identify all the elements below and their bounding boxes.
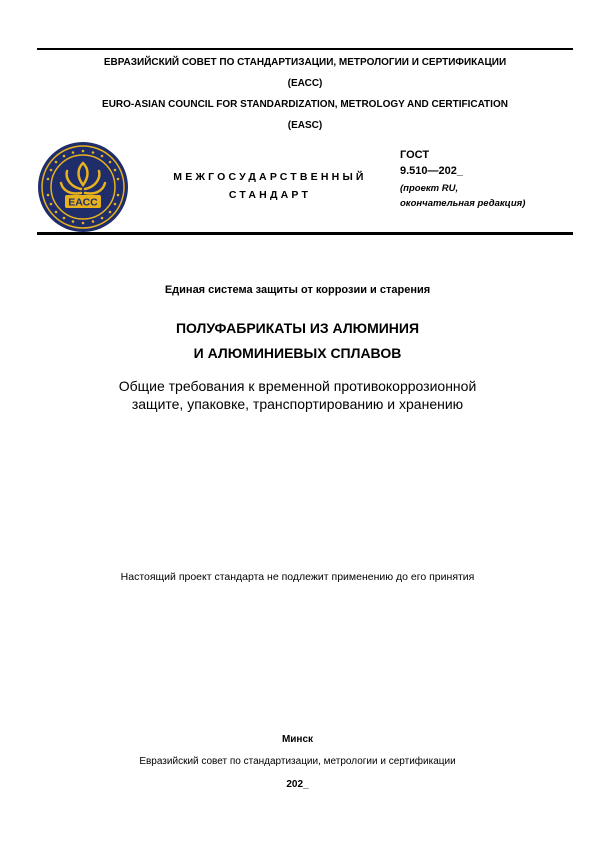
draft-notice: Настоящий проект стандарта не подлежит применению до его принятия [120, 571, 475, 583]
document-subtitle-line2: защите, упаковке, транспортированию и хранению [131, 396, 464, 412]
document-title-line1: ПОЛУФАБРИКАТЫ ИЗ АЛЮМИНИЯ [175, 320, 420, 336]
council-abbr-en: (EASC) [287, 120, 323, 131]
standard-type-line2: СТАНДАРТ [228, 189, 312, 201]
council-abbr-ru: (ЕАСС) [287, 78, 323, 89]
publication-year: 202_ [286, 779, 309, 790]
draft-note-line2: окончательная редакция) [400, 198, 526, 209]
document-subtitle-line1: Общие требования к временной противокоррозионной [118, 378, 477, 394]
city: Минск [281, 734, 314, 745]
emblem-label: ЕАСС [68, 196, 98, 209]
bottom-rule [37, 232, 573, 235]
gost-number: 9.510—202_ [400, 165, 463, 177]
standard-type-line1: МЕЖГОСУДАРСТВЕННЫЙ [173, 171, 367, 183]
council-name-ru: ЕВРАЗИЙСКИЙ СОВЕТ ПО СТАНДАРТИЗАЦИИ, МЕТРОЛОГИИ И СЕРТИФИКАЦИИ [103, 57, 507, 68]
draft-note-line1: (проект RU, [400, 183, 459, 194]
gost-label: ГОСТ [400, 149, 430, 161]
publisher: Евразийский совет по стандартизации, метрологии и сертификации [139, 756, 456, 767]
top-rule [37, 48, 573, 50]
standard-series: Единая система защиты от коррозии и старения [164, 284, 431, 296]
document-title-line2: И АЛЮМИНИЕВЫХ СПЛАВОВ [193, 345, 402, 361]
council-name-en: EURO-ASIAN COUNCIL FOR STANDARDIZATION, METROLOGY AND CERTIFICATION [102, 99, 508, 110]
easc-emblem [37, 141, 129, 233]
